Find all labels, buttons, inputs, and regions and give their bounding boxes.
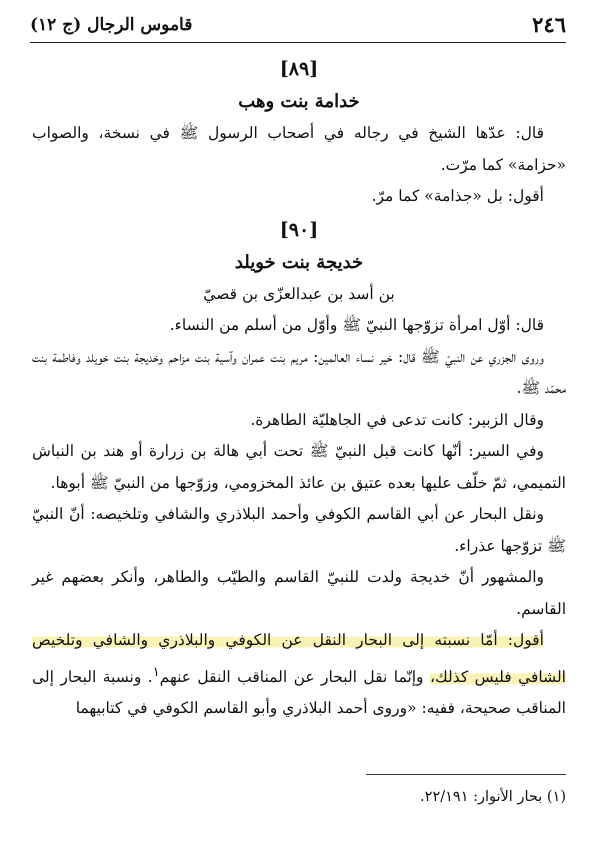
paragraph: وقال الزبير: كانت تدعى في الجاهليّة الطاهرة.: [250, 410, 544, 429]
closing-paragraph: [32, 625, 566, 725]
page-number: ٢٤٦: [532, 12, 566, 37]
running-head: قاموس الرجال (ج ١٢): [30, 15, 193, 35]
entry-number: [٨٩]: [279, 58, 319, 80]
paragraph: والمشهور أنّ خديجة ولدت للنبيّ القاسم والطيّب والطاهر، وأنكر بعضهم غير القاسم.: [32, 568, 566, 618]
entry-title: خدامة بنت وهب: [238, 91, 360, 112]
entry-title: خديجة بنت خويلد: [234, 251, 364, 273]
footnote-divider: [366, 774, 566, 775]
page-header: [30, 8, 566, 43]
entry-lineage: بن أسد بن عبدالعزّى بن قصيّ: [203, 284, 395, 303]
footnote-marker[interactable]: ١: [152, 664, 160, 680]
paragraph: قال: عدّها الشيخ في رجاله في أصحاب الرسول ﷺ في نسخة، والصواب «حزامة» كما مرّت.: [32, 124, 566, 174]
highlighted-text: أقول: أمّا نسبته إلى البحار النقل عن الكوفي والبلاذري والشافي وتلخيص الشافي فليس كذلك،: [32, 631, 566, 686]
paragraph: قال: أوّل امرأة تزوّجها النبيّ ﷺ وأوّل من أسلم من النساء.: [169, 316, 544, 334]
footnote: (١) بحار الأنوار: ٢٢/١٩١.: [420, 789, 566, 805]
paragraph: وروى الجزري عن النبيّ ﷺ قال: خير نساء العالمين: مريم بنت عمران وآسية بنت مزاحم وخديجة بنت خويلد وفاطمة بنت محمّد ﷺ.: [32, 347, 566, 397]
paragraph-text: وإنّما نقل البحار عن المناقب النقل عنهم: [159, 667, 430, 686]
entry-number: [٩٠]: [279, 218, 319, 241]
page-body: [32, 52, 566, 725]
paragraph-text: . ونسبة البحار إلى المناقب صحيحة، ففيه: «وروى أحمد البلاذري وأبو القاسم الكوفي في كتابيهما: [32, 667, 566, 718]
paragraph: ونقل البحار عن أبي القاسم الكوفي وأحمد البلاذري والشافي وتلخيصه: أنّ النبيّ ﷺ تزوّجها عذراء.: [32, 505, 566, 555]
paragraph: أقول: بل «جذامة» كما مرّ.: [371, 187, 544, 205]
paragraph: وفي السير: أنّها كانت قبل النبيّ ﷺ تحت أبي هالة بن زرارة أو هند بن النباش التميمي، ثمّ خلّف عليها بعده عتيق بن عائذ المخزومي، وزوّجها من النبيّ ﷺ أبوها.: [32, 442, 566, 492]
